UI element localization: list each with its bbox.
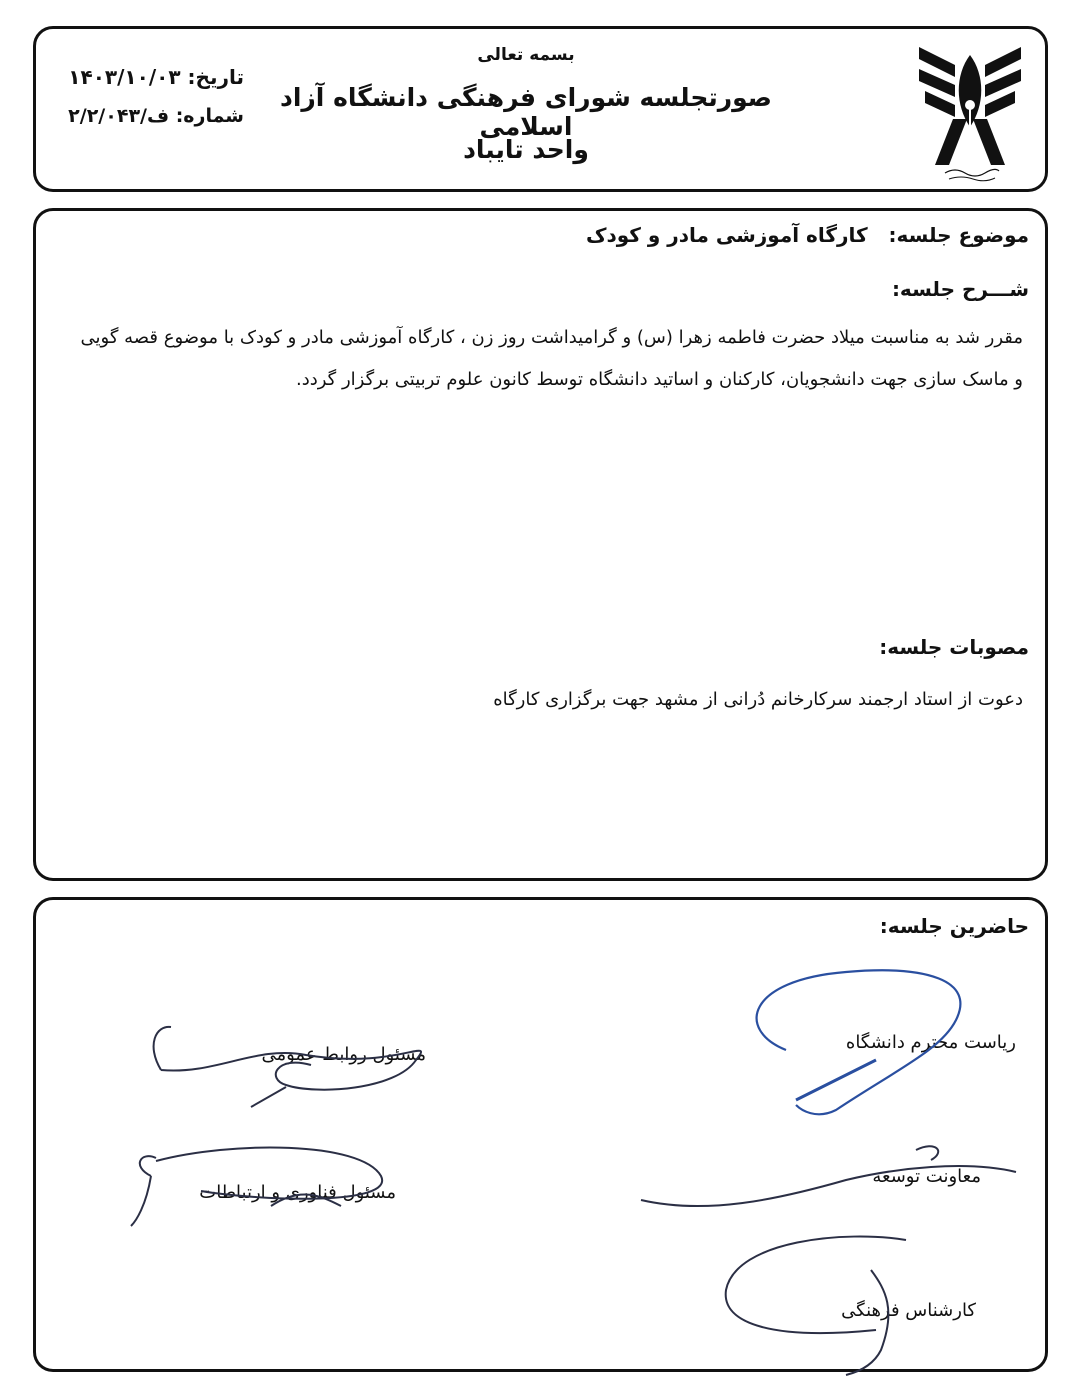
number-row: [64, 105, 244, 127]
azad-university-logo-icon: [915, 35, 1025, 183]
university-logo: [915, 35, 1025, 183]
date-row: [64, 65, 244, 89]
page-subtitle: واحد تایباد: [463, 135, 589, 164]
number-value: ف/۲/۲/۰۴۳: [68, 105, 170, 127]
number-label: شماره:: [175, 105, 244, 127]
attendees-label: حاضرین جلسه:: [879, 914, 1029, 938]
attendee-public-relations: مسئول روابط عمومی: [261, 1044, 426, 1065]
resolution-item: دعوت از استاد ارجمند سرکارخانم دُرانی از مشهد جهت برگزاری کارگاه: [493, 689, 1023, 710]
attendee-cultural-expert: کارشناس فرهنگی: [841, 1300, 976, 1321]
bismillah: بسمه تعالی: [477, 45, 575, 65]
page-title: صورتجلسه شورای فرهنگی دانشگاه آزاد اسلامی: [280, 83, 772, 141]
attendees-box: [33, 897, 1048, 1372]
attendee-president: ریاست محترم دانشگاه: [845, 1032, 1016, 1053]
signature-public-relations: [136, 1015, 456, 1135]
topic-label: موضوع جلسه:: [888, 223, 1029, 247]
description-label: شـــرح جلسه:: [891, 277, 1029, 301]
topic-row: [429, 223, 1029, 247]
description-line-1: مقرر شد به مناسبت میلاد حضرت فاطمه زهرا (س) و گرامیداشت روز زن ، کارگاه آموزشی مادر و کودک با موضوع قصه گویی: [80, 327, 1023, 348]
resolutions-label: مصوبات جلسه:: [879, 635, 1029, 659]
attendee-development-deputy: معاونت توسعه: [872, 1166, 981, 1187]
date-label: تاریخ:: [187, 65, 244, 89]
attendee-it-officer: مسئول فناوری و ارتباطات: [199, 1182, 396, 1203]
header-box: [33, 26, 1048, 192]
description-line-2: و ماسک سازی جهت دانشجویان، کارکنان و اساتید دانشگاه توسط کانون علوم تربیتی برگزار گردد.: [295, 369, 1023, 390]
date-value: ۱۴۰۳/۱۰/۰۳: [68, 65, 181, 89]
topic-value: کارگاه آموزشی مادر و کودک: [585, 223, 868, 247]
session-box: [33, 208, 1048, 881]
